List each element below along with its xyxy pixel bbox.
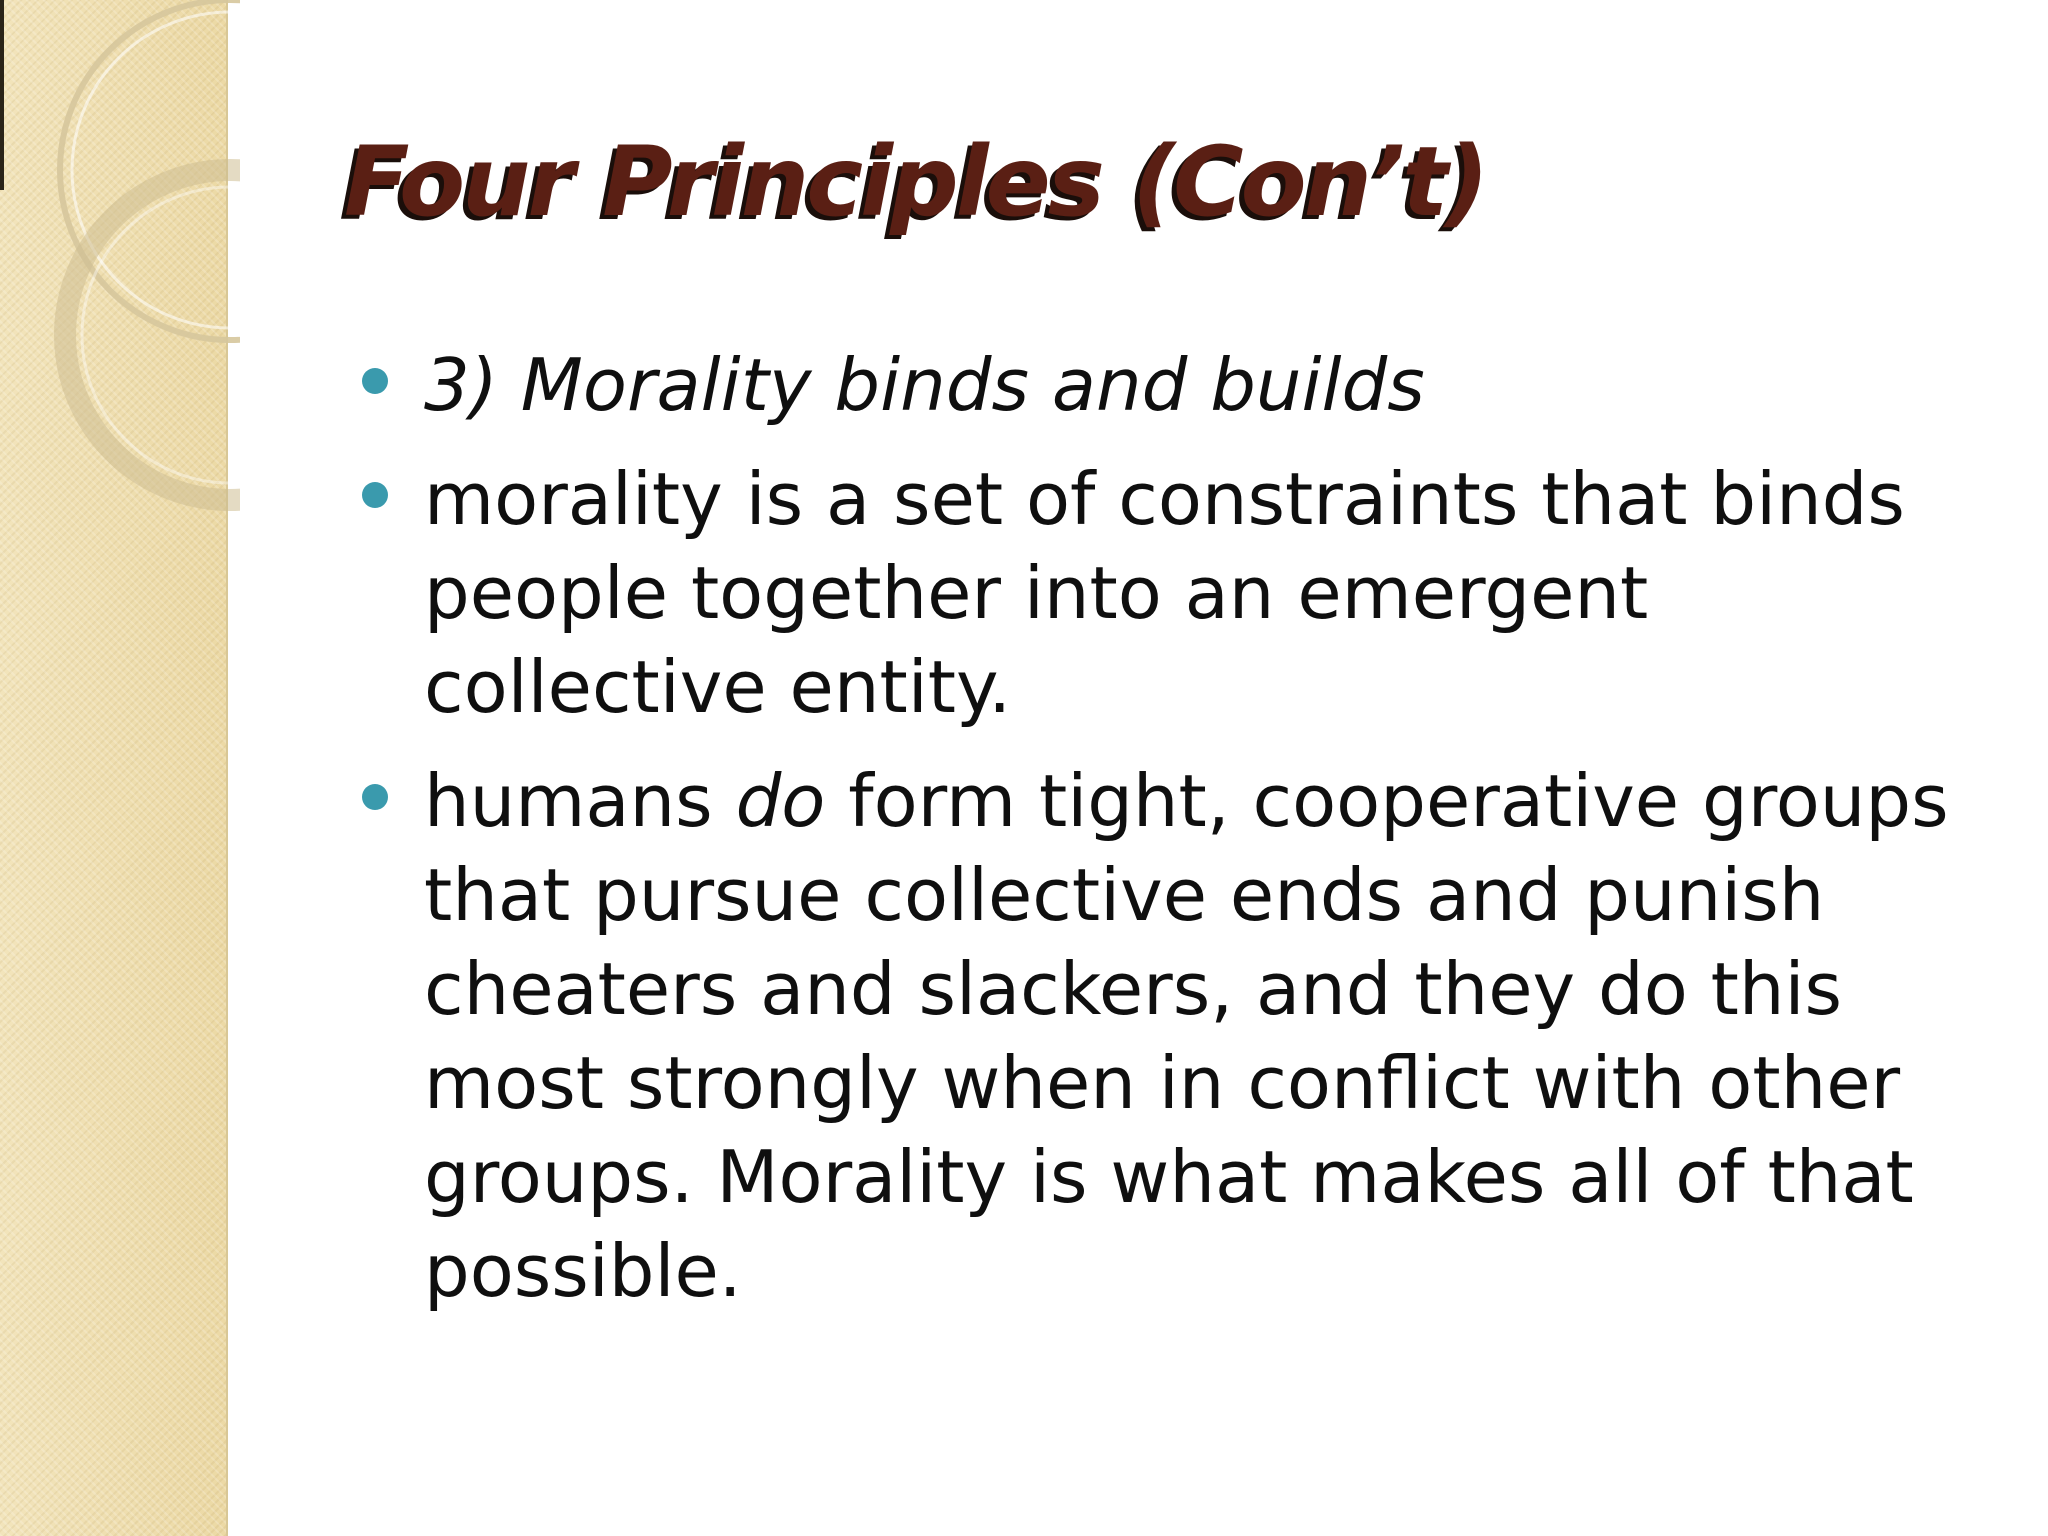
bullet-item (424, 452, 2004, 734)
slide-title: Four Principles (Con’t) (344, 126, 1487, 238)
bullet-text-emphasis: do (735, 759, 826, 843)
bullet-text: 3) Morality binds and builds (424, 343, 1425, 427)
bullet-item (424, 754, 2004, 1318)
bullet-list (424, 338, 2004, 1338)
bullet-text-before: humans (424, 759, 736, 843)
bullet-text-after: form tight, cooperative groups that pursue collective ends and punish cheaters and slackers, and they do this most strongly when in conflict with other groups. Morality is what makes all of that possible. (424, 759, 1949, 1313)
bullet-item (424, 338, 2004, 432)
ring-decoration-icon (0, 0, 240, 520)
bullet-dot-icon (362, 368, 388, 394)
bullet-text: morality is a set of constraints that binds people together into an emergent collective entity. (424, 457, 1905, 729)
bullet-dot-icon (362, 482, 388, 508)
bullet-dot-icon (362, 784, 388, 810)
